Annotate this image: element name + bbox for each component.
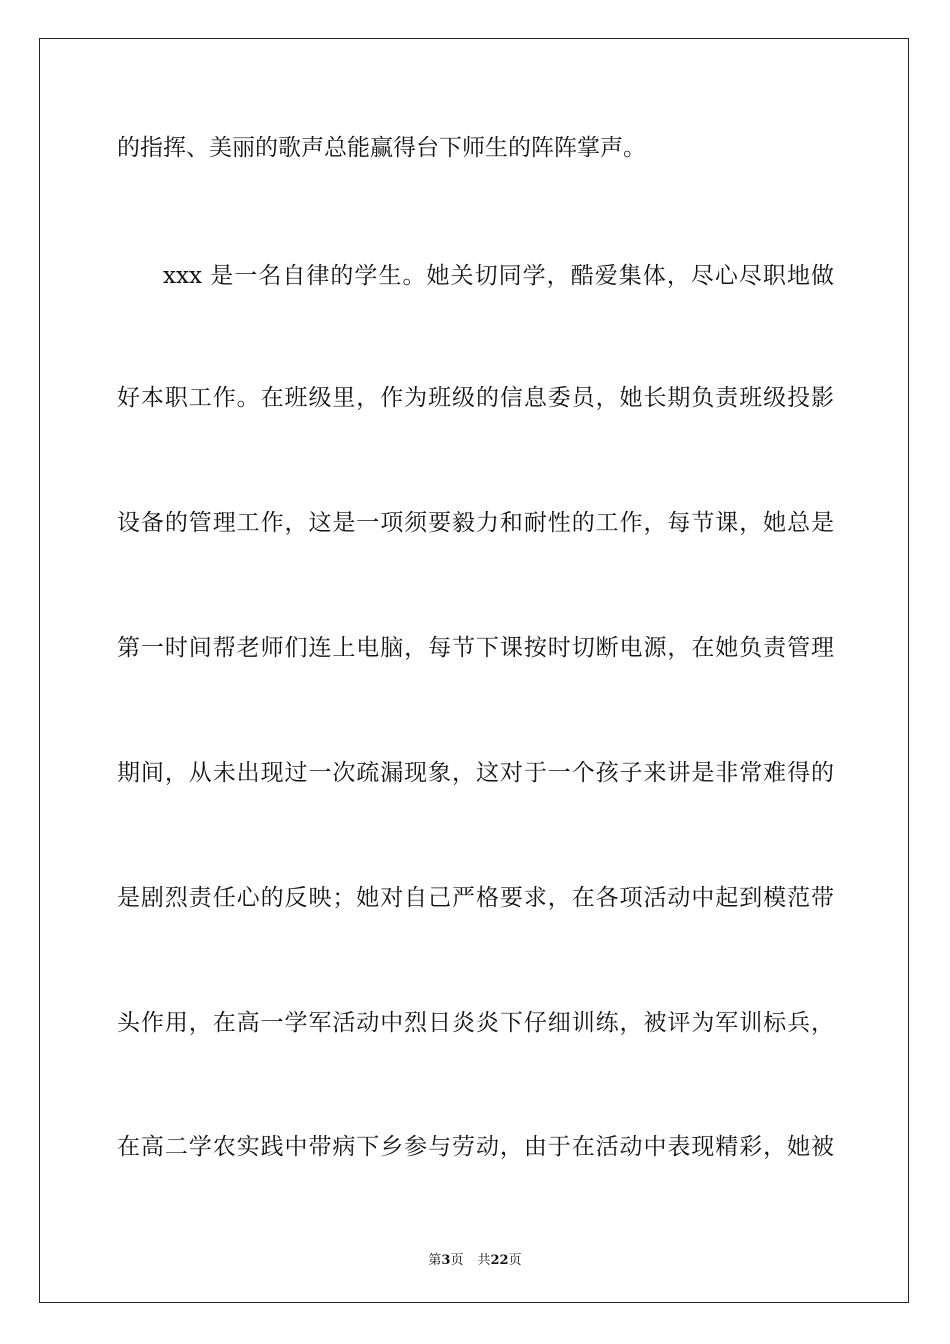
page-footer: [0, 1249, 950, 1268]
paragraph-line-8: 头作用，在高一学军活动中烈日炎炎下仔细训练，被评为军训标兵，: [117, 1010, 834, 1036]
page-border: [39, 38, 909, 1303]
paragraph-line-3: 好本职工作。在班级里，作为班级的信息委员，她长期负责班级投影: [117, 385, 834, 411]
paragraph-line-9: 在高二学农实践中带病下乡参与劳动，由于在活动中表现精彩，她被: [117, 1134, 834, 1160]
paragraph-line-2: xxx 是一名自律的学生。她关切同学，酷爱集体，尽心尽职地做: [163, 263, 834, 289]
paragraph-line-4: 设备的管理工作，这是一项须要毅力和耐性的工作，每节课，她总是: [117, 510, 834, 536]
footer-page-suffix: 页: [450, 1253, 464, 1268]
paragraph-line-6: 期间，从未出现过一次疏漏现象，这对于一个孩子来讲是非常难得的: [117, 760, 834, 786]
footer-total-pages: 22: [490, 1253, 509, 1268]
footer-page-number: 3: [441, 1253, 451, 1268]
paragraph-line-7: 是剧烈责任心的反映；她对自己严格要求，在各项活动中起到模范带: [117, 885, 834, 911]
footer-total-prefix: 共: [477, 1253, 491, 1268]
paragraph-line-5: 第一时间帮老师们连上电脑，每节下课按时切断电源，在她负责管理: [117, 635, 834, 661]
paragraph-line-1: 的指挥、美丽的歌声总能赢得台下师生的阵阵掌声。: [117, 135, 646, 161]
footer-page-prefix: 第: [428, 1253, 442, 1268]
footer-total-suffix: 页: [508, 1253, 522, 1268]
